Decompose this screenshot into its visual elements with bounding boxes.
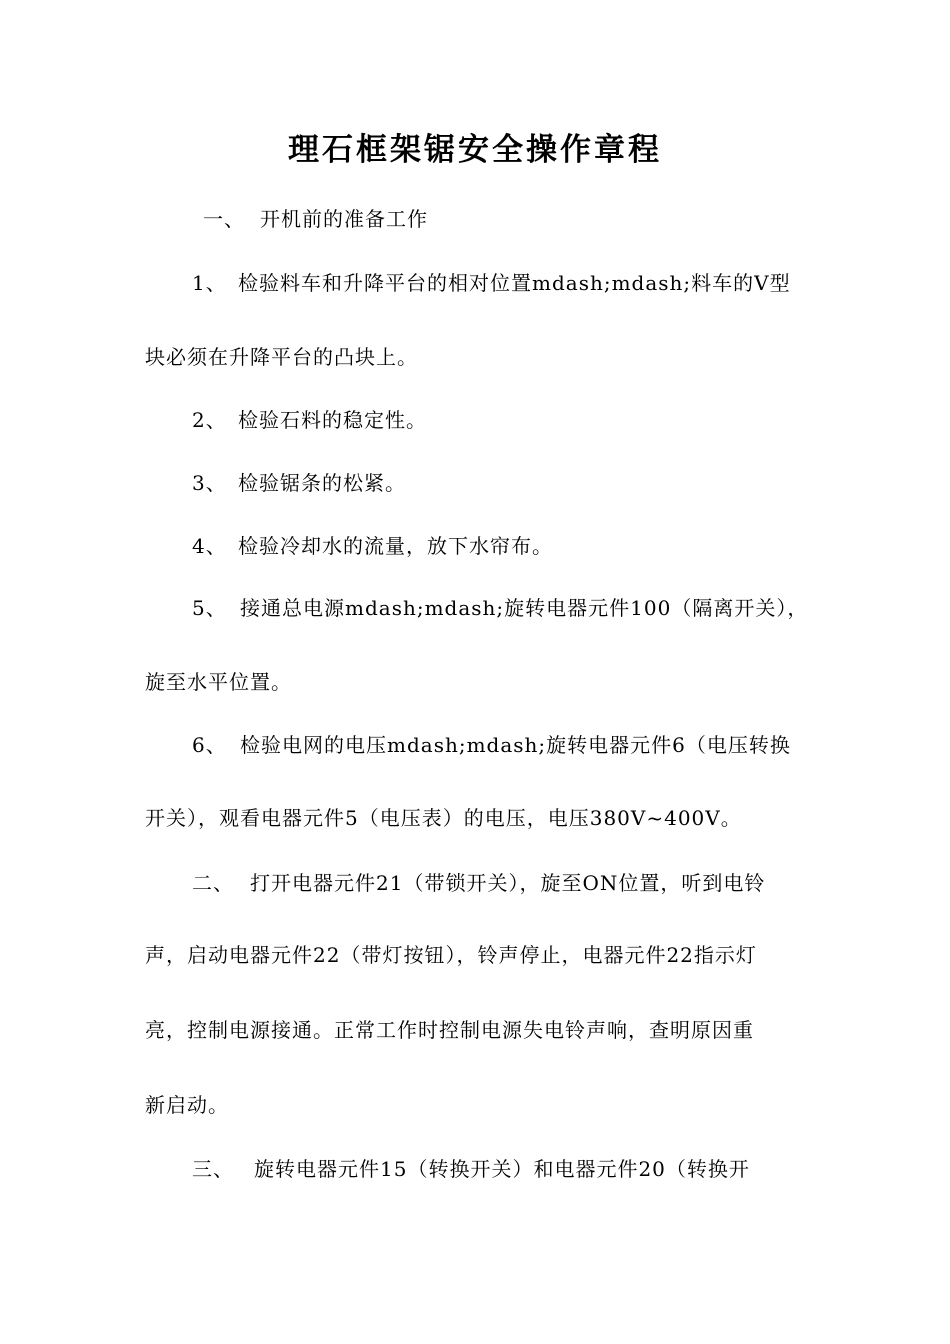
item-1-line-1 [192,269,791,297]
item-6-line-1 [192,731,791,759]
section2-line-1 [192,869,765,897]
item-1-text: 检验料车和升降平台的相对位置mdash;mdash;料车的V型 [238,271,791,295]
item-2 [192,406,427,434]
item-4 [192,532,553,560]
item-3-number: 3、 [192,471,227,495]
section2-text: 打开电器元件21（带锁开关），旋至ON位置，听到电铃 [250,871,766,895]
item-3-text: 检验锯条的松紧。 [238,471,406,495]
section1-heading-number: 一、 [203,207,245,231]
section2-line-2: 声，启动电器元件22（带灯按钮），铃声停止，电器元件22指示灯 [145,943,757,967]
item-1-line-2: 块必须在升降平台的凸块上。 [145,345,418,369]
section1-heading-text: 开机前的准备工作 [260,207,428,231]
section2-line-3: 亮，控制电源接通。正常工作时控制电源失电铃声响，查明原因重 [145,1018,754,1042]
item-5-line-2: 旋至水平位置。 [145,670,292,694]
item-1-number: 1、 [192,271,227,295]
item-4-number: 4、 [192,534,227,558]
item-6-number: 6、 [192,733,227,757]
section3-text: 旋转电器元件15（转换开关）和电器元件20（转换开 [254,1157,750,1181]
item-6-line-2: 开关），观看电器元件5（电压表）的电压，电压380V~400V。 [145,806,742,830]
item-5-line-1 [192,594,808,622]
section2-number: 二、 [192,871,234,895]
section3-line-1 [192,1155,750,1183]
item-2-number: 2、 [192,408,227,432]
item-2-text: 检验石料的稳定性。 [238,408,427,432]
item-5-number: 5、 [192,596,227,620]
item-3 [192,469,406,497]
document-title: 理石框架锯安全操作章程 [288,132,662,168]
section2-line-4: 新启动。 [145,1093,229,1117]
item-5-text: 接通总电源mdash;mdash;旋转电器元件100（隔离开关）， [240,596,809,620]
section1-heading [203,205,428,233]
item-4-text: 检验冷却水的流量，放下水帘布。 [238,534,553,558]
section3-number: 三、 [192,1157,234,1181]
item-6-text: 检验电网的电压mdash;mdash;旋转电器元件6（电压转换 [240,733,791,757]
